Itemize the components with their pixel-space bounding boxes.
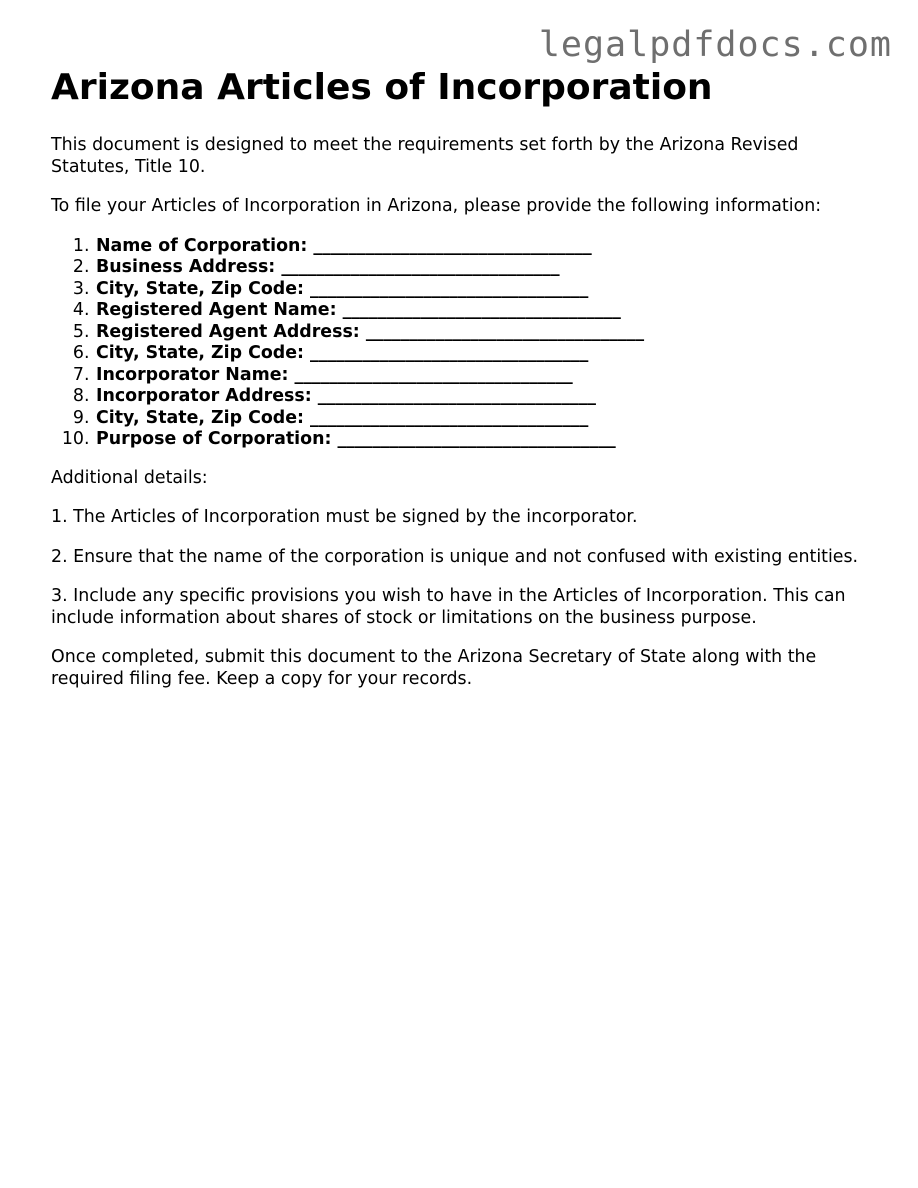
field-name-of-corporation: 1. Name of Corporation: ________________________________ <box>95 236 881 258</box>
field-incorporator-name: 7. Incorporator Name: ________________________________ <box>95 365 881 387</box>
watermark-logo: legalpdfdocs.com <box>538 25 892 65</box>
closing-paragraph: Once completed, submit this document to the Arizona Secretary of State along with the required filing fee. Keep a copy for your records. <box>51 647 817 689</box>
instruction-paragraph: To file your Articles of Incorporation in Arizona, please provide the following information: <box>51 196 822 217</box>
document-body <box>51 66 881 708</box>
field-incorporator-address: 8. Incorporator Address: ________________________________ <box>95 386 881 408</box>
field-registered-agent-name: 4. Registered Agent Name: ________________________________ <box>95 300 881 322</box>
field-purpose-of-corporation: 10. Purpose of Corporation: ________________________________ <box>95 429 881 451</box>
document-title: Arizona Articles of Incorporation <box>51 67 713 108</box>
field-business-city-state-zip: 3. City, State, Zip Code: ________________________________ <box>95 279 881 301</box>
field-incorporator-city-state-zip: 9. City, State, Zip Code: ________________________________ <box>95 408 881 430</box>
field-agent-city-state-zip: 6. City, State, Zip Code: ________________________________ <box>95 343 881 365</box>
field-business-address: 2. Business Address: ________________________________ <box>95 257 881 279</box>
field-registered-agent-address: 5. Registered Agent Address: ________________________________ <box>95 322 881 344</box>
required-fields-list <box>51 236 881 451</box>
detail-item: 3. Include any specific provisions you wish to have in the Articles of Incorporation. This can include information about shares of stock or limitations on the business purpose. <box>51 586 846 628</box>
intro-paragraph: This document is designed to meet the requirements set forth by the Arizona Revised Statutes, Title 10. <box>51 135 799 177</box>
additional-details-heading: Additional details: <box>51 467 208 488</box>
detail-item: 1. The Articles of Incorporation must be signed by the incorporator. <box>51 507 638 528</box>
detail-item: 2. Ensure that the name of the corporation is unique and not confused with existing entities. <box>51 546 859 567</box>
